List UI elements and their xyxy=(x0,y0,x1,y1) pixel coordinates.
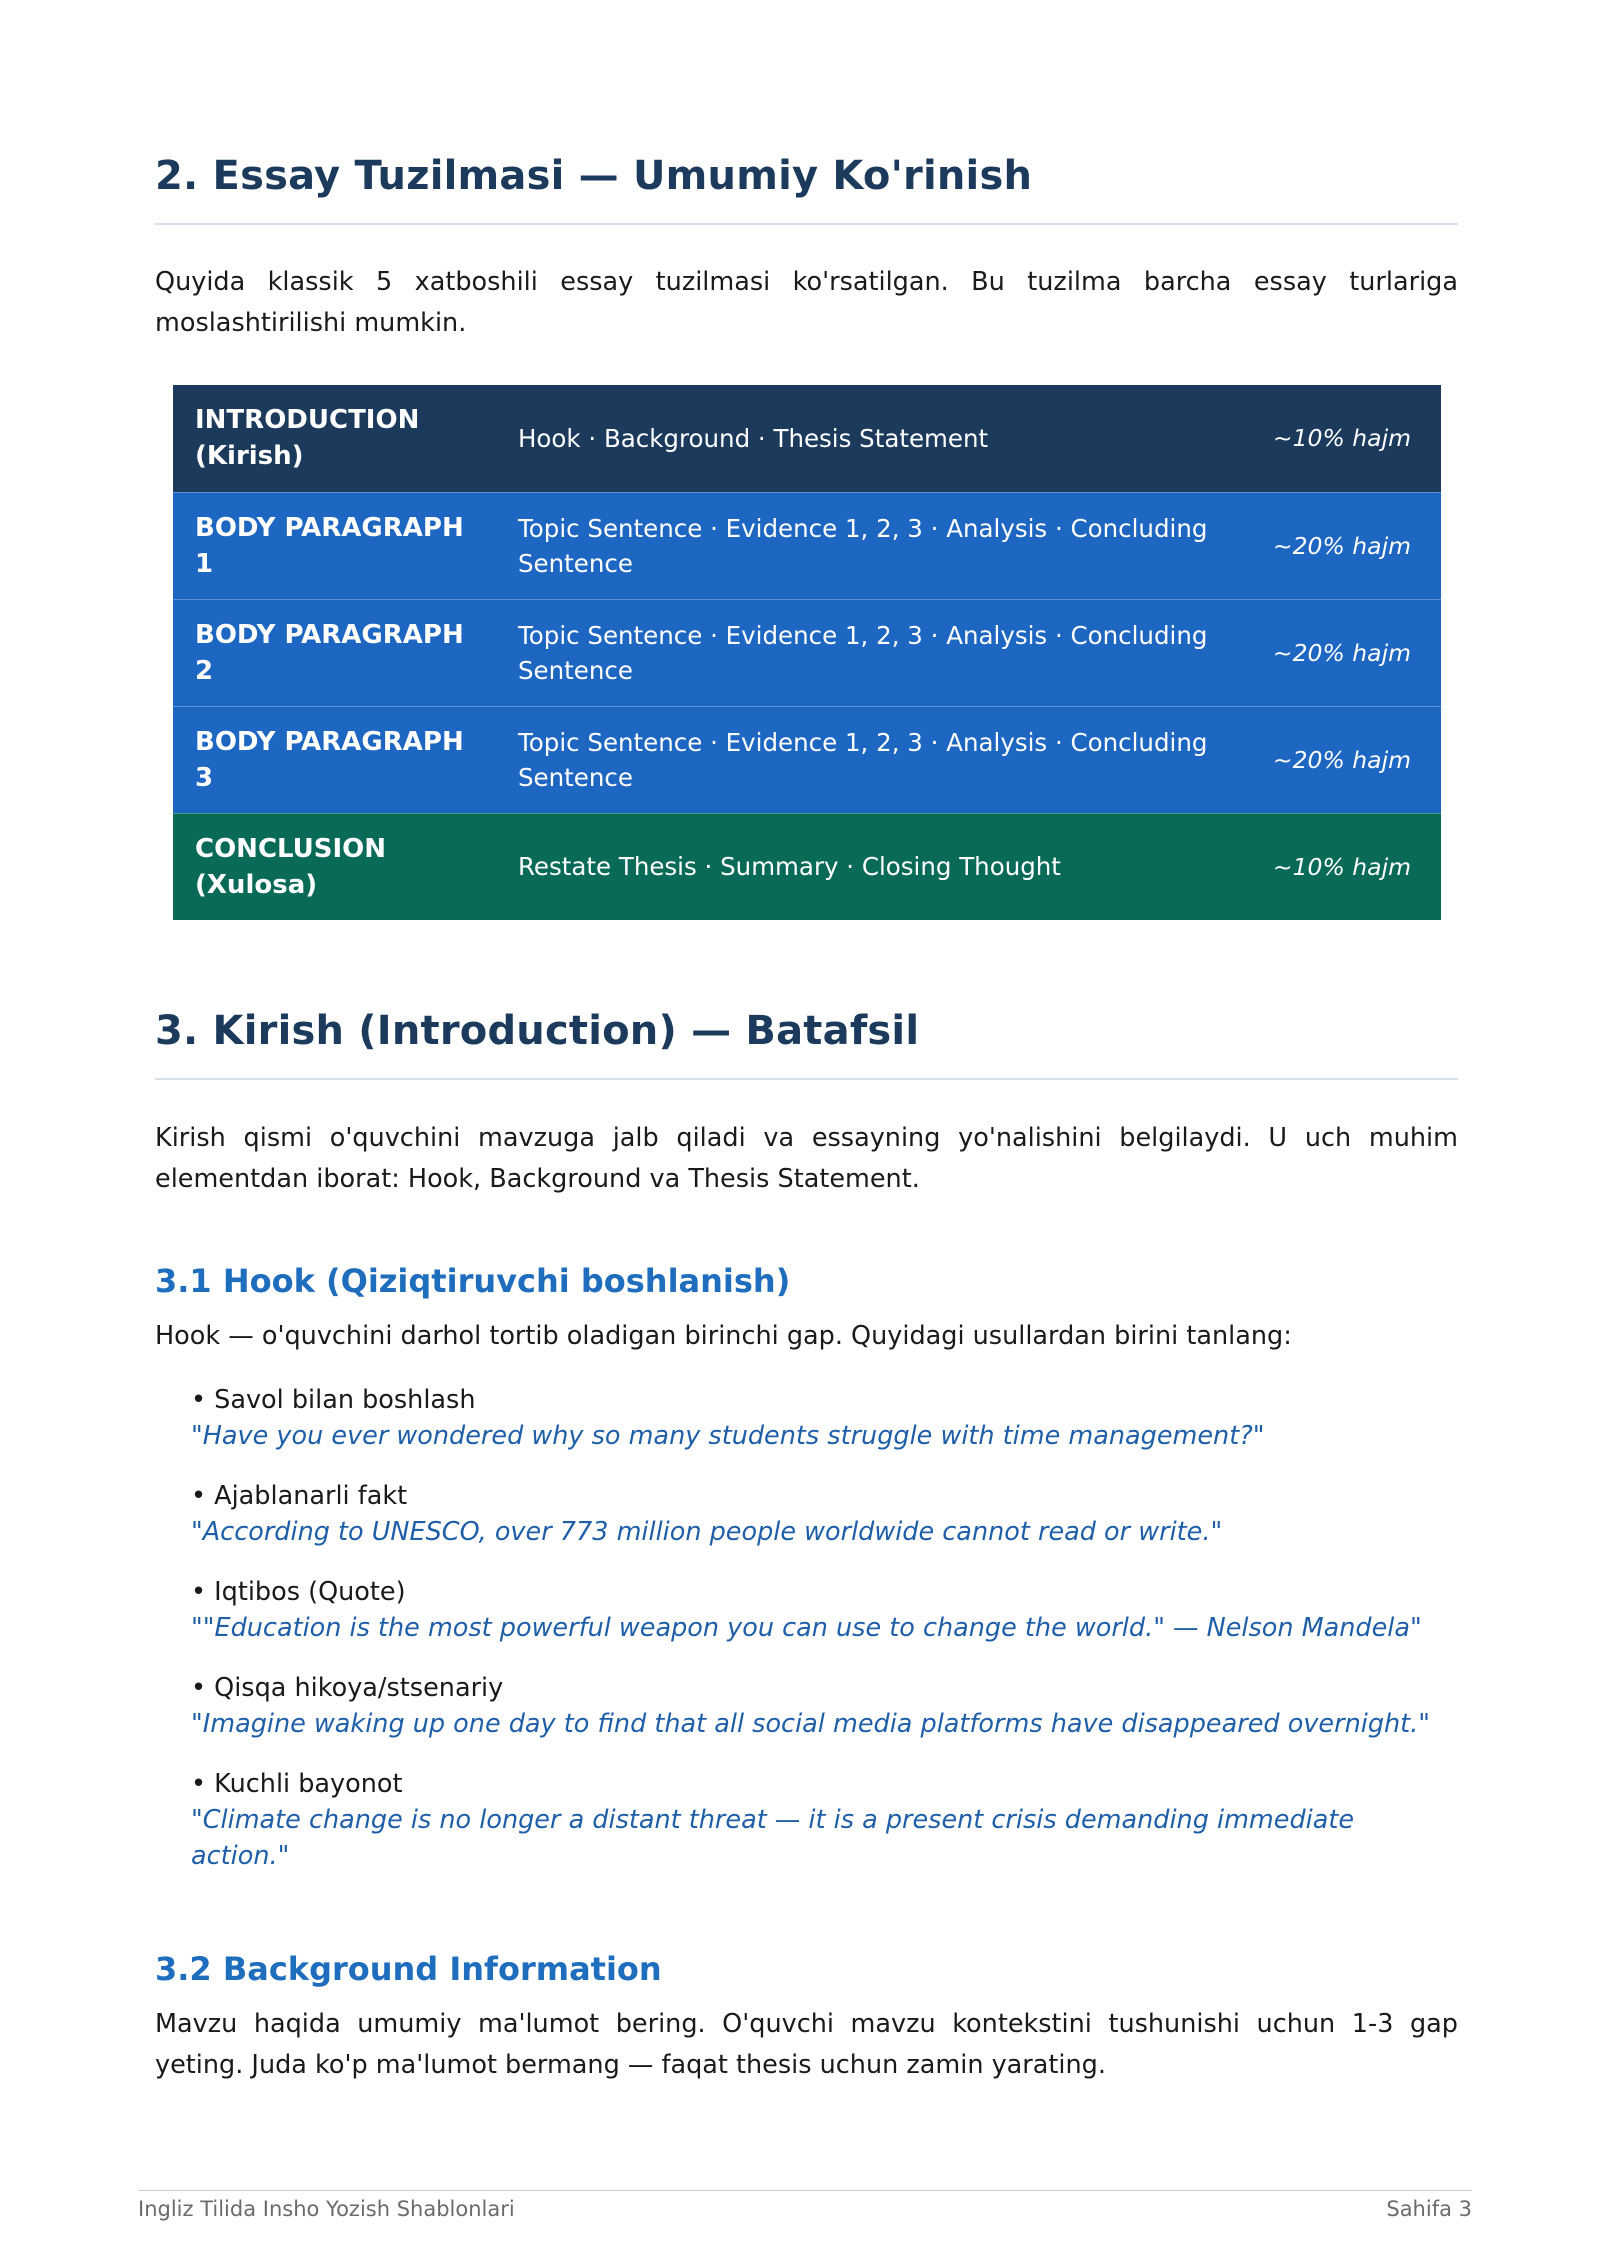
footer-document-title: Ingliz Tilida Insho Yozish Shablonlari xyxy=(138,2197,515,2221)
hook-methods-list xyxy=(191,1382,1451,1886)
section-3-heading: 3. Kirish (Introduction) — Batafsil xyxy=(155,1008,1458,1080)
structure-section-name xyxy=(173,813,518,920)
structure-row-body-1 xyxy=(173,492,1441,599)
structure-section-name xyxy=(173,599,518,706)
hook-method-label: • Kuchli bayonot xyxy=(191,1769,403,1799)
structure-row-body-2 xyxy=(173,599,1441,706)
structure-section-name xyxy=(173,385,518,492)
structure-section-label: BODY PARAGRAPH xyxy=(195,512,464,543)
structure-elements: Restate Thesis · Summary · Closing Thought xyxy=(518,813,1241,920)
page-footer xyxy=(138,2190,1472,2221)
structure-section-label: CONCLUSION xyxy=(195,833,387,864)
structure-section-label: BODY PARAGRAPH xyxy=(195,619,464,650)
subsection-3-1-heading: 3.1 Hook (Qiziqtiruvchi boshlanish) xyxy=(155,1262,791,1300)
hook-example: ""Education is the most powerful weapon you can use to change the world." — Nelson Mandela" xyxy=(191,1613,1422,1643)
list-item xyxy=(191,1670,1451,1756)
hook-method-label: • Iqtibos (Quote) xyxy=(191,1577,406,1607)
structure-volume: ~10% hajm xyxy=(1241,385,1441,492)
hook-example: "According to UNESCO, over 773 million people worldwide cannot read or write." xyxy=(191,1517,1223,1547)
hook-example: "Imagine waking up one day to find that all social media platforms have disappeared overnight." xyxy=(191,1709,1431,1739)
structure-row-body-3 xyxy=(173,706,1441,813)
list-item xyxy=(191,1766,1451,1876)
hook-method-label: • Qisqa hikoya/stsenariy xyxy=(191,1673,504,1703)
section-3-intro: Kirish qismi o'quvchini mavzuga jalb qiladi va essayning yo'nalishini belgilaydi. U uch muhim elementdan iborat: Hook, Background va Thesis Statement. xyxy=(155,1123,1458,1194)
hook-example: "Climate change is no longer a distant threat — it is a present crisis demanding immediate action." xyxy=(191,1805,1355,1871)
section-2-heading: 2. Essay Tuzilmasi — Umumiy Ko'rinish xyxy=(155,153,1458,225)
essay-structure-table xyxy=(173,385,1441,920)
list-item xyxy=(191,1574,1451,1660)
structure-volume: ~20% hajm xyxy=(1241,599,1441,706)
structure-section-sublabel: 1 xyxy=(195,548,214,579)
structure-elements: Topic Sentence · Evidence 1, 2, 3 · Analysis · Concluding Sentence xyxy=(518,706,1241,813)
structure-row-conclusion xyxy=(173,813,1441,920)
structure-section-label: BODY PARAGRAPH xyxy=(195,726,464,757)
structure-elements: Topic Sentence · Evidence 1, 2, 3 · Analysis · Concluding Sentence xyxy=(518,599,1241,706)
structure-row-introduction xyxy=(173,385,1441,492)
structure-section-name xyxy=(173,492,518,599)
structure-section-sublabel: 2 xyxy=(195,655,214,686)
structure-section-name xyxy=(173,706,518,813)
section-2-intro: Quyida klassik 5 xatboshili essay tuzilmasi ko'rsatilgan. Bu tuzilma barcha essay turlariga moslashtirilishi mumkin. xyxy=(155,267,1458,338)
structure-section-sublabel: (Xulosa) xyxy=(195,869,318,900)
structure-volume: ~20% hajm xyxy=(1241,492,1441,599)
hook-method-label: • Savol bilan boshlash xyxy=(191,1385,476,1415)
list-item xyxy=(191,1382,1451,1468)
structure-section-label: INTRODUCTION xyxy=(195,405,420,436)
subsection-3-1-text: Hook — o'quvchini darhol tortib oladigan birinchi gap. Quyidagi usullardan birini tanlang: xyxy=(155,1321,1292,1351)
hook-method-label: • Ajablanarli fakt xyxy=(191,1481,408,1511)
footer-page-number: Sahifa 3 xyxy=(1386,2197,1472,2221)
subsection-3-2-text: Mavzu haqida umumiy ma'lumot bering. O'quvchi mavzu kontekstini tushunishi uchun 1-3 gap yeting. Juda ko'p ma'lumot bermang — faqat thesis uchun zamin yarating. xyxy=(155,2009,1458,2080)
structure-volume: ~20% hajm xyxy=(1241,706,1441,813)
list-item xyxy=(191,1478,1451,1564)
structure-elements: Topic Sentence · Evidence 1, 2, 3 · Analysis · Concluding Sentence xyxy=(518,492,1241,599)
structure-section-sublabel: 3 xyxy=(195,762,214,793)
hook-example: "Have you ever wondered why so many students struggle with time management?" xyxy=(191,1421,1265,1451)
structure-section-sublabel: (Kirish) xyxy=(195,441,304,472)
subsection-3-2-heading: 3.2 Background Information xyxy=(155,1950,662,1988)
structure-elements: Hook · Background · Thesis Statement xyxy=(518,385,1241,492)
structure-volume: ~10% hajm xyxy=(1241,813,1441,920)
